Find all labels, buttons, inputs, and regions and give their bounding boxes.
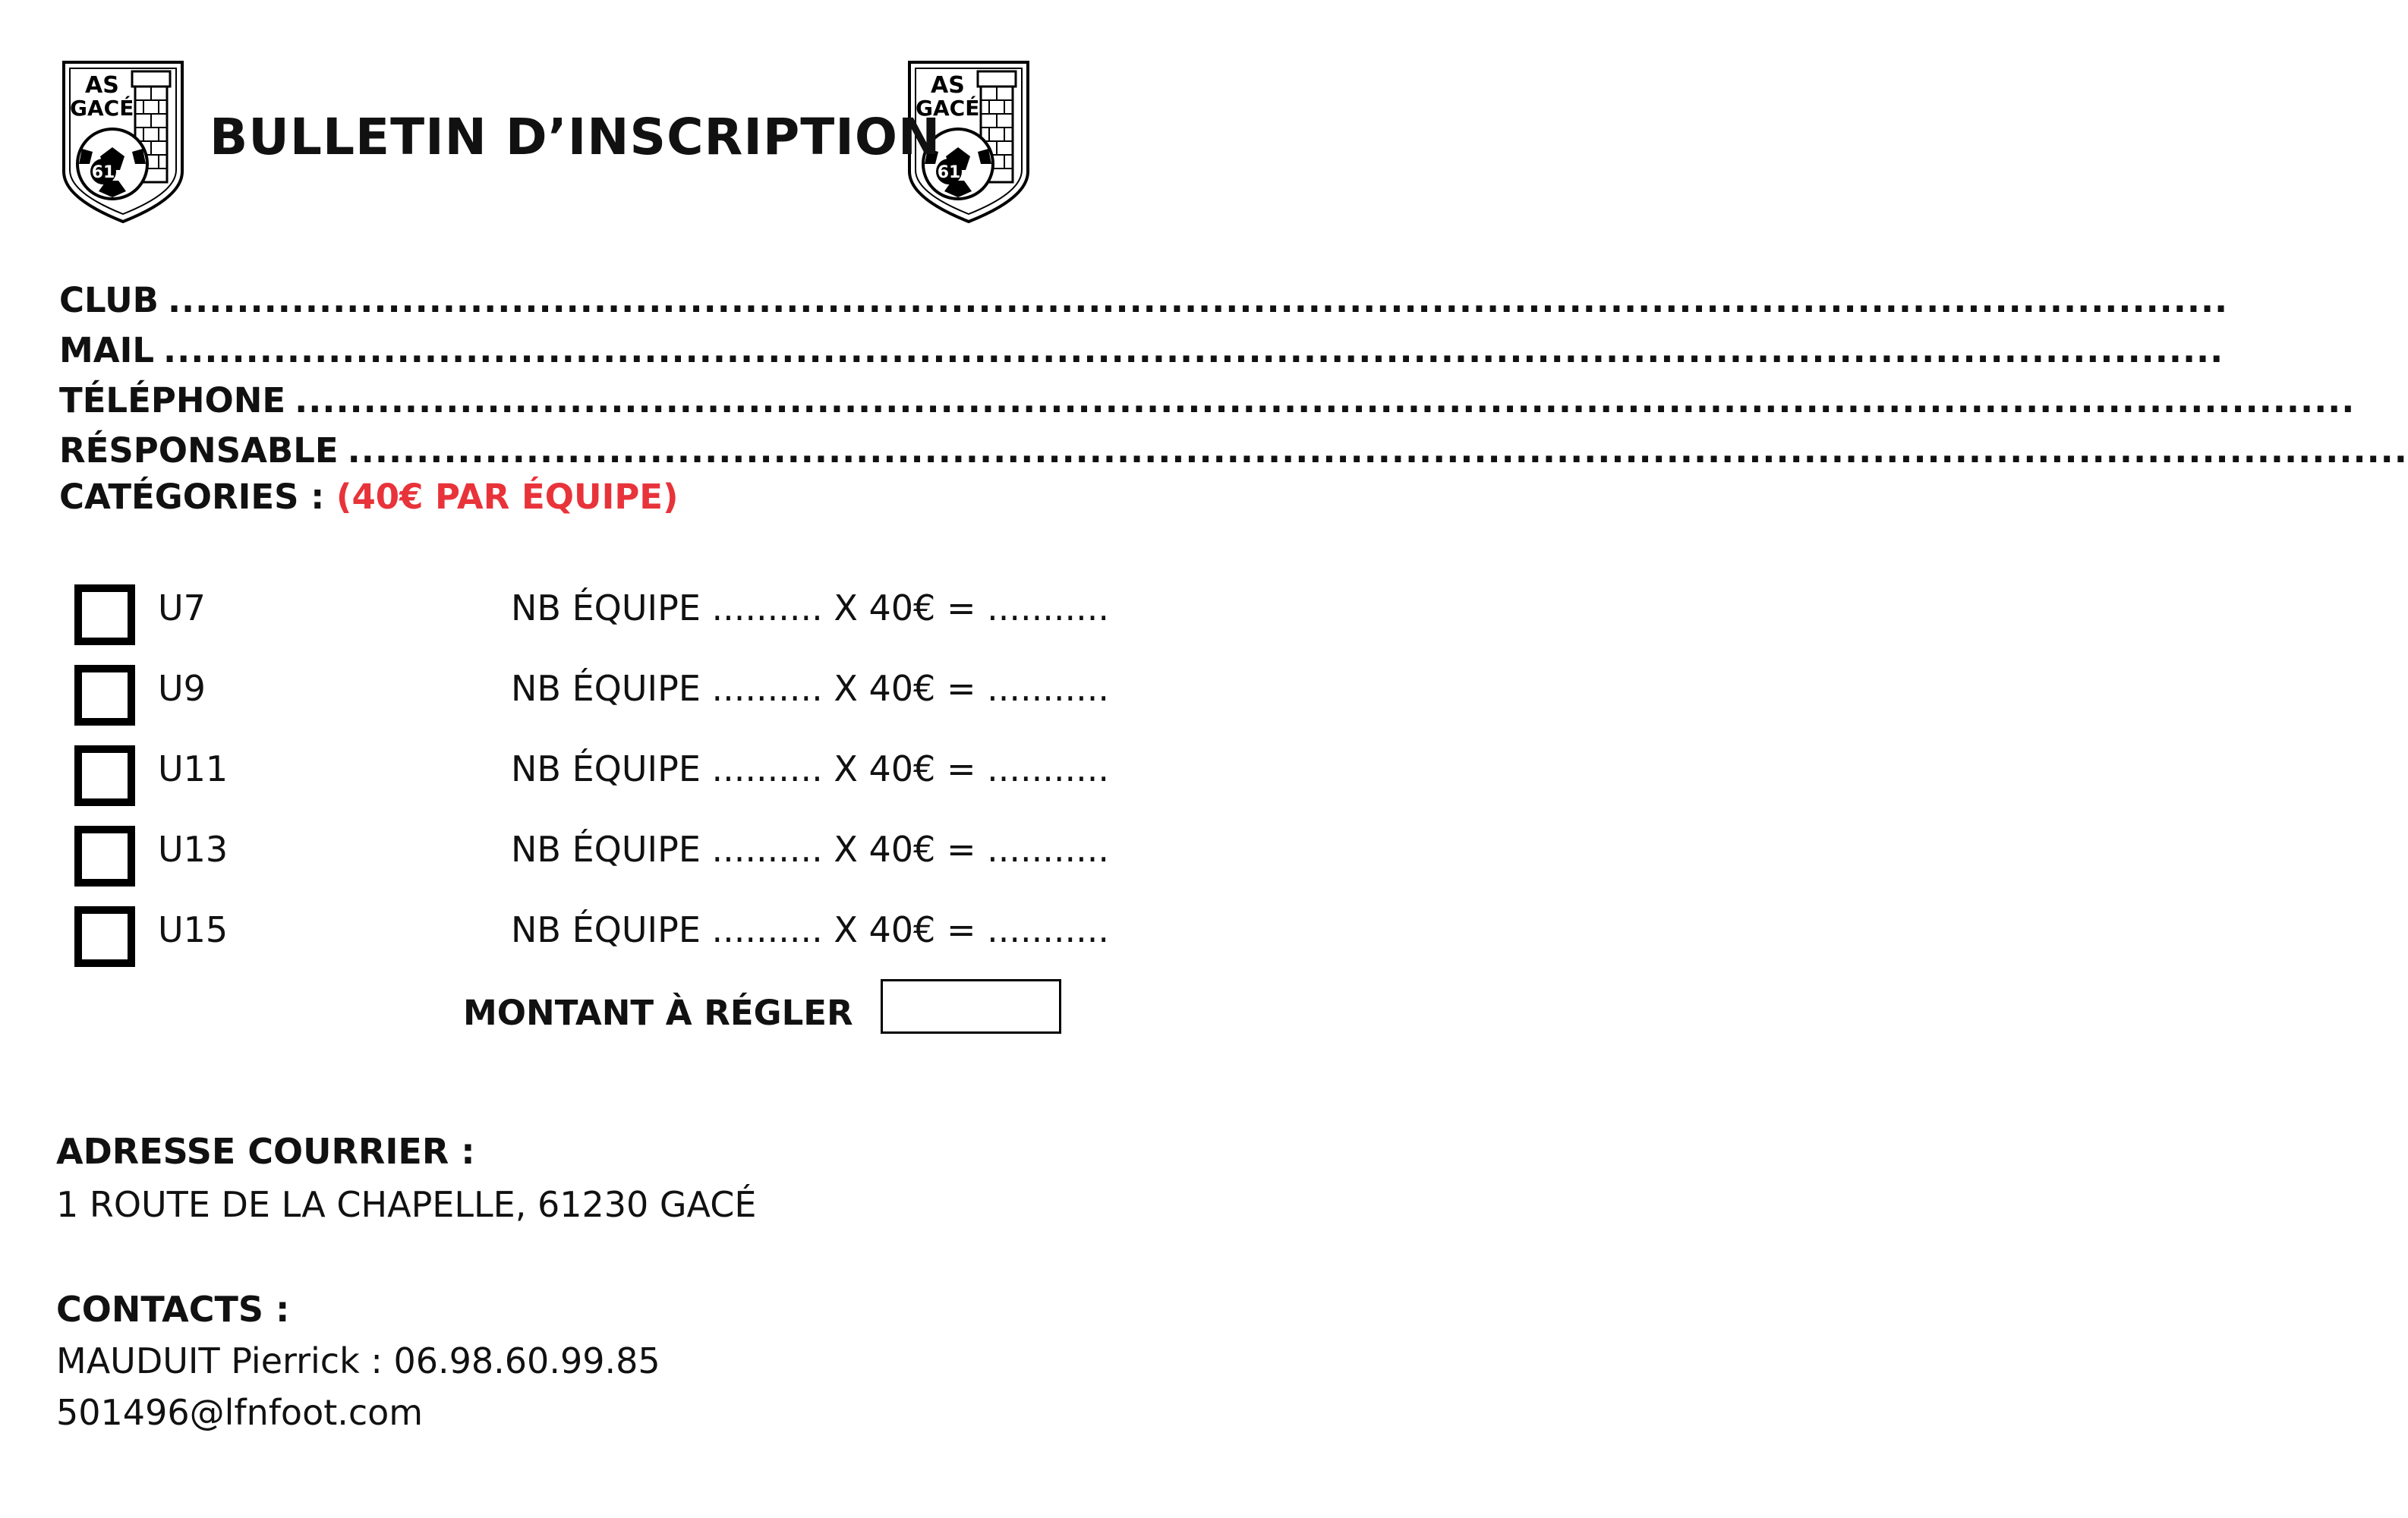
category-row-u15: [74, 906, 1109, 964]
total-amount-box[interactable]: [881, 979, 1061, 1034]
nb-equipe-label: NB ÉQUIPE: [511, 587, 701, 628]
responsable-label: RÉSPONSABLE: [59, 430, 339, 471]
multiplier-label: X 40€ =: [834, 668, 976, 709]
responsable-field[interactable]: [59, 425, 1023, 471]
price-note: (40€ PAR ÉQUIPE): [336, 477, 679, 517]
svg-text:61: 61: [937, 163, 961, 182]
mail-label: MAIL: [59, 330, 155, 370]
team-count-calc[interactable]: [511, 909, 1109, 950]
multiplier-label: X 40€ =: [834, 587, 976, 628]
category-name: U7: [158, 587, 206, 628]
responsable-input-line[interactable]: [348, 430, 2408, 471]
team-count-blank[interactable]: ..........: [711, 829, 823, 870]
svg-text:61: 61: [91, 163, 115, 182]
team-count-calc[interactable]: [511, 668, 1109, 709]
category-row-u11: [74, 745, 1109, 803]
total-label: MONTANT À RÉGLER: [463, 993, 853, 1033]
checkbox-u9[interactable]: [74, 665, 135, 726]
telephone-label: TÉLÉPHONE: [59, 380, 286, 420]
team-count-calc[interactable]: [511, 748, 1109, 789]
multiplier-label: X 40€ =: [834, 829, 976, 870]
subtotal-blank[interactable]: ...........: [987, 668, 1109, 709]
team-count-calc[interactable]: [511, 829, 1109, 870]
club-label: CLUB: [59, 280, 159, 320]
club-field[interactable]: [59, 275, 1023, 320]
team-count-blank[interactable]: ..........: [711, 748, 823, 789]
address-heading: ADRESSE COURRIER :: [56, 1131, 475, 1172]
subtotal-blank[interactable]: ...........: [987, 909, 1109, 950]
checkbox-u15[interactable]: [74, 906, 135, 967]
address-line: 1 ROUTE DE LA CHAPELLE, 61230 GACÉ: [56, 1184, 757, 1225]
category-name: U13: [158, 829, 229, 870]
nb-equipe-label: NB ÉQUIPE: [511, 748, 701, 789]
nb-equipe-label: NB ÉQUIPE: [511, 829, 701, 870]
categories-heading: [59, 477, 679, 517]
club-logo-left: [59, 58, 187, 226]
contact-person: MAUDUIT Pierrick : 06.98.60.99.85: [56, 1340, 660, 1381]
nb-equipe-label: NB ÉQUIPE: [511, 909, 701, 950]
contact-email[interactable]: 501496@lfnfoot.com: [56, 1392, 424, 1433]
subtotal-blank[interactable]: ...........: [987, 587, 1109, 628]
nb-equipe-label: NB ÉQUIPE: [511, 668, 701, 709]
team-count-calc[interactable]: [511, 587, 1109, 628]
category-name: U9: [158, 668, 206, 709]
svg-text:AS: AS: [85, 72, 119, 99]
subtotal-blank[interactable]: ...........: [987, 829, 1109, 870]
category-row-u9: [74, 665, 1109, 723]
team-count-blank[interactable]: ..........: [711, 587, 823, 628]
category-name: U11: [158, 748, 229, 789]
team-count-blank[interactable]: ..........: [711, 909, 823, 950]
category-row-u7: [74, 584, 1109, 642]
category-name: U15: [158, 909, 229, 950]
team-count-blank[interactable]: ..........: [711, 668, 823, 709]
svg-text:GACÉ: GACÉ: [70, 96, 134, 121]
telephone-field[interactable]: [59, 375, 1023, 420]
multiplier-label: X 40€ =: [834, 909, 976, 950]
category-row-u13: [74, 826, 1109, 883]
mail-field[interactable]: [59, 325, 1023, 370]
checkbox-u13[interactable]: [74, 826, 135, 887]
subtotal-blank[interactable]: ...........: [987, 748, 1109, 789]
svg-text:AS: AS: [931, 72, 965, 99]
checkbox-u7[interactable]: [74, 584, 135, 645]
telephone-input-line[interactable]: [295, 380, 2355, 420]
multiplier-label: X 40€ =: [834, 748, 976, 789]
contacts-heading: CONTACTS :: [56, 1289, 290, 1330]
mail-input-line[interactable]: [163, 330, 2224, 370]
club-input-line[interactable]: [168, 280, 2228, 320]
page-title: BULLETIN D’INSCRIPTION: [210, 108, 941, 166]
svg-text:GACÉ: GACÉ: [916, 96, 980, 121]
categories-label: CATÉGORIES :: [59, 477, 325, 517]
checkbox-u11[interactable]: [74, 745, 135, 806]
club-crest-icon: [59, 58, 187, 226]
